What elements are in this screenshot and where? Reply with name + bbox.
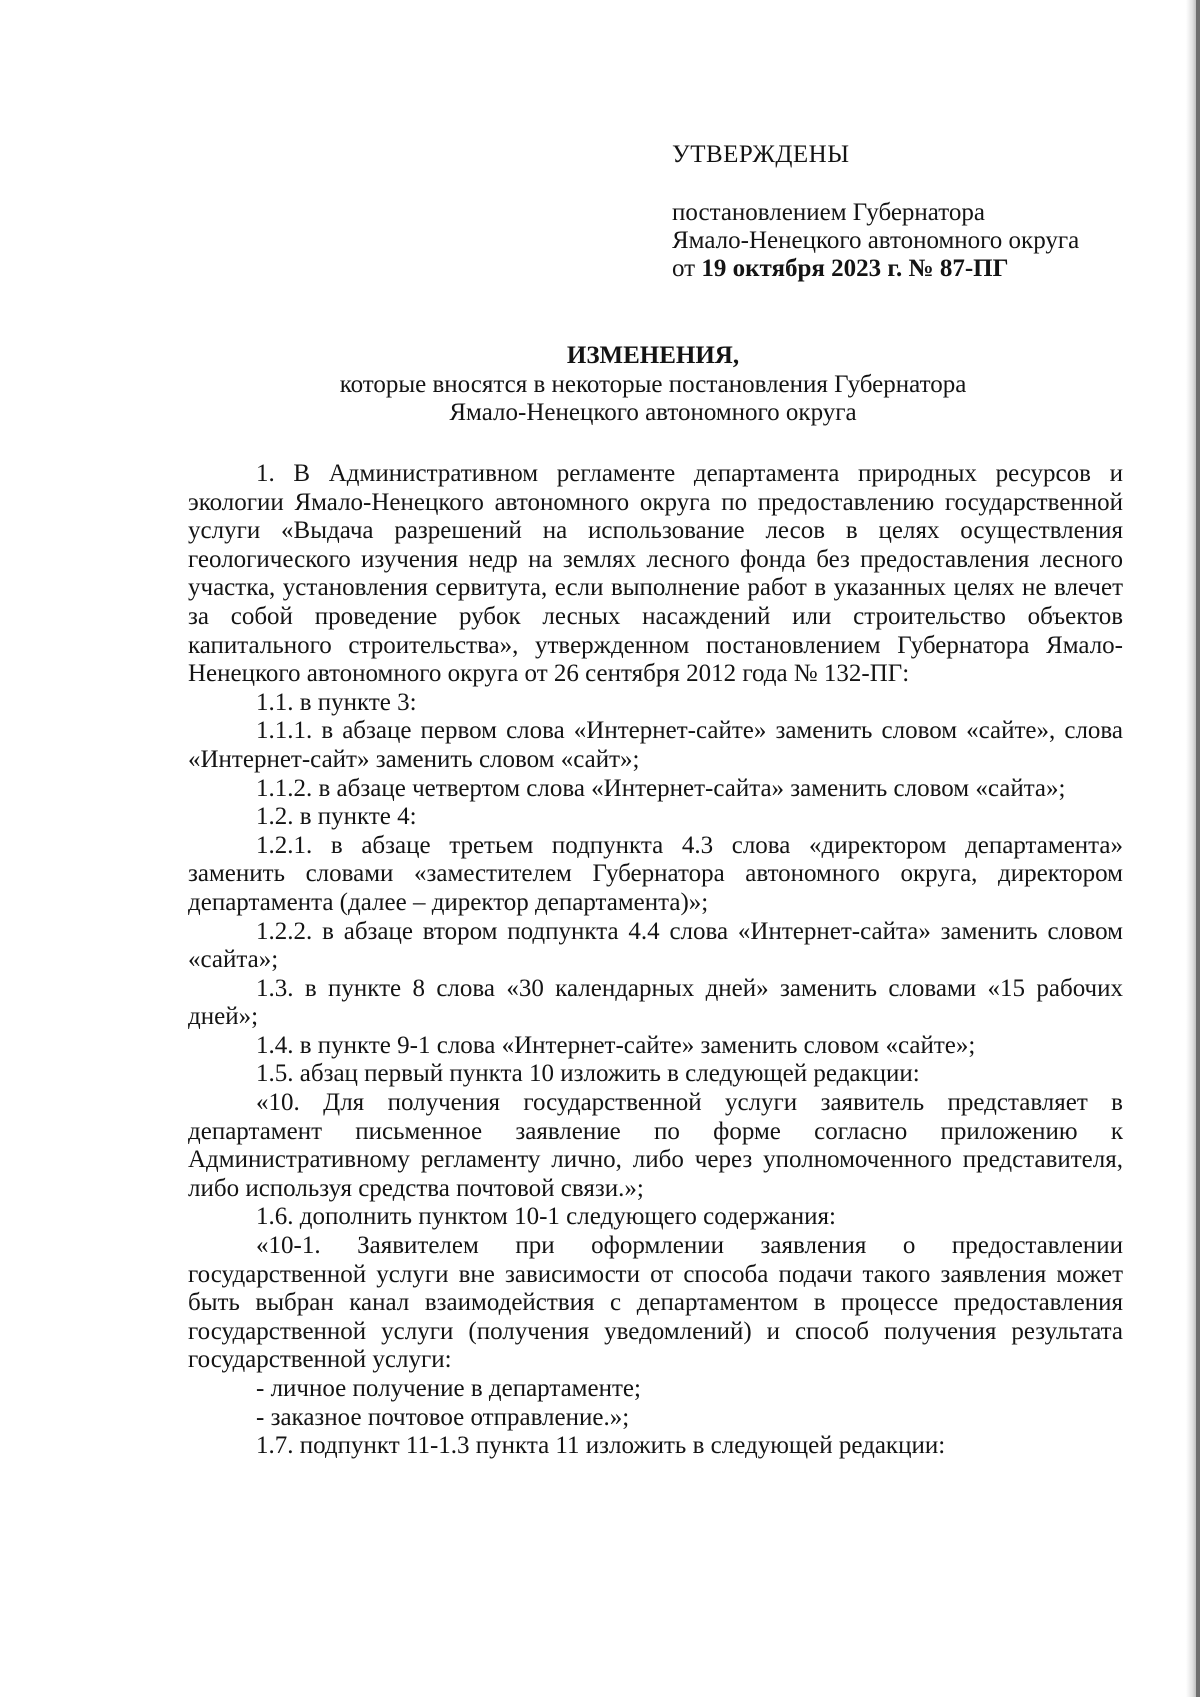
paragraph-1: 1. В Административном регламенте департамента природных ресурсов и экологии Ямало-Ненецкого автономного округа по предоставлению государственной услуги «Выдача разрешений на использование лесов в целях осуществления геологического изучения недр на землях лесного фонда без предоставления лесного участка, установления сервитута, если выполнение работ в указанных целях не влечет за собой проведение рубок лесных насаждений или строительство объектов капитального строительства», утвержденном постановлением Губернатора Ямало-Ненецкого автономного округа от 26 сентября 2012 года № 132-ПГ: [188,460,1123,688]
paragraph-1-1: 1.1. в пункте 3: [256,688,417,716]
approval-date-value: 19 октября 2023 г. № 87-ПГ [701,255,1009,282]
document-title: ИЗМЕНЕНИЯ, [566,342,740,369]
paragraph-1-5: 1.5. абзац первый пункта 10 изложить в следующей редакции: [256,1060,920,1088]
paragraph-1-4: 1.4. в пункте 9-1 слова «Интернет-сайте» заменить словом «сайте»; [256,1031,976,1059]
approval-block [672,141,1142,283]
list-item-registered-mail: - заказное почтовое отправление.»; [256,1403,630,1431]
paragraph-1-6: 1.6. дополнить пунктом 10-1 следующего содержания: [256,1203,836,1231]
document-body [188,460,1123,1461]
approval-date-prefix: от [672,255,696,282]
paragraph-1-1-2: 1.1.2. в абзаце четвертом слова «Интернет-сайта» заменить словом «сайта»; [256,774,1066,802]
paragraph-quote-10-1: «10-1. Заявителем при оформлении заявления о предоставлении государственной услуги вне зависимости от способа подачи такого заявления может быть выбран канал взаимодействия с департаментом в процессе предоставления государственной услуги (получения уведомлений) и способ получения результата государственной услуги: [188,1232,1123,1374]
paragraph-1-2: 1.2. в пункте 4: [256,803,417,831]
document-subtitle-line-1: которые вносятся в некоторые постановления Губернатора [339,370,967,398]
approval-stamp-title: УТВЕРЖДЕНЫ [672,141,850,168]
document-subtitle-line-2: Ямало-Ненецкого автономного округа [449,399,857,426]
approval-line-1: постановлением Губернатора [672,199,985,226]
paragraph-quote-10: «10. Для получения государственной услуги заявитель представляет в департамент письменное заявление по форме согласно приложению к Административному регламенту лично, либо через уполномоченного представителя, либо используя средства почтовой связи.»; [188,1089,1123,1202]
paragraph-1-2-2: 1.2.2. в абзаце втором подпункта 4.4 слова «Интернет-сайта» заменить словом «сайта»; [188,917,1123,974]
paragraph-1-7: 1.7. подпункт 11-1.3 пункта 11 изложить в следующей редакции: [256,1432,946,1460]
approval-line-2: Ямало-Ненецкого автономного округа [672,227,1080,254]
scan-dark-edge [1196,0,1200,1697]
paragraph-1-1-1: 1.1.1. в абзаце первом слова «Интернет-сайте» заменить словом «сайте», слова «Интернет-сайт» заменить словом «сайт»; [188,717,1123,773]
document-heading [186,342,1120,428]
approval-date-line [672,255,1142,283]
paragraph-1-3: 1.3. в пункте 8 слова «30 календарных дней» заменить словами «15 рабочих дней»; [188,974,1123,1031]
list-item-personal-receipt: - личное получение в департаменте; [256,1375,641,1402]
paragraph-1-2-1: 1.2.1. в абзаце третьем подпункта 4.3 слова «директором департамента» заменить словами «заместителем Губернатора автономного округа, директором департамента (далее – директор департамента)»; [188,831,1123,916]
